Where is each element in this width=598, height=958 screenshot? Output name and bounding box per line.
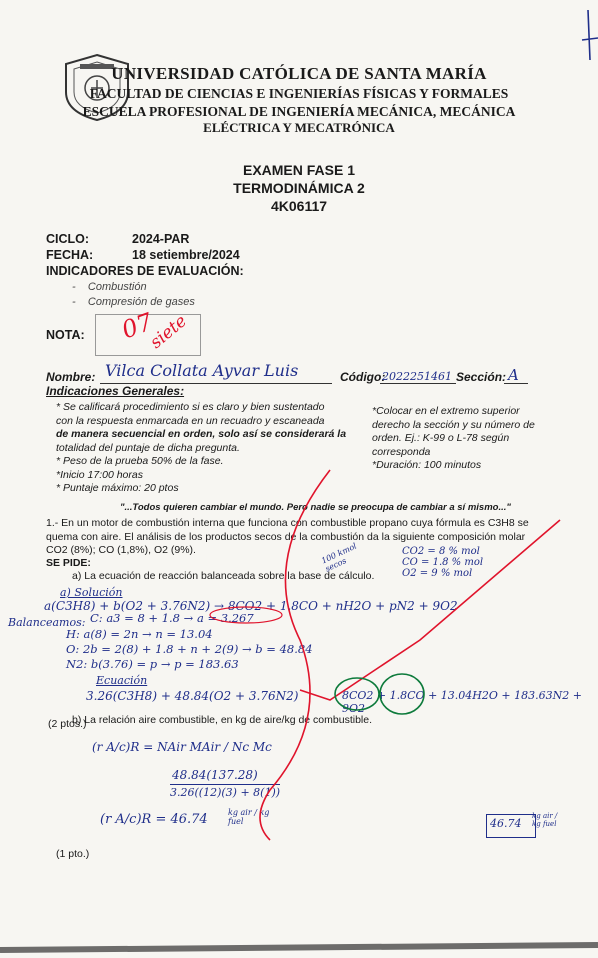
grading-check [300, 520, 560, 700]
course-title: TERMODINÁMICA 2 [233, 180, 365, 196]
final-equation-left: 3.26(C3H8) + 48.84(O2 + 3.76N2) [86, 689, 299, 703]
balance-c: C: a3 = 8 + 1.8 → a = 3.267 [90, 611, 254, 625]
seccion-label: Sección: [456, 370, 507, 384]
problem-statement: 1.- En un motor de combustión interna que funciona con combustible propano cuya fórmula es C3H8 se quema con aire. El análisis de los productos secos de la combustión da la siguiente composición molar CO2 (8%); CO (1,8%), O2 (9%). [46, 517, 529, 556]
final-equation-right: 8CO2 + 1.8CO + 13.04H2O + 183.63N2 + 9O2 [342, 689, 582, 715]
quote: "...Todos quieren cambiar el mundo. Pero nadie se preocupa de cambiar a sí mismo..." [120, 502, 511, 513]
solucion-label: a) Solución [60, 586, 123, 599]
ciclo-label: CICLO: [46, 232, 90, 246]
balance-o: O: 2b = 2(8) + 1.8 + n + 2(9) → b = 48.84 [66, 642, 313, 656]
fecha-label: FECHA: [46, 248, 94, 262]
exam-title: EXAMEN FASE 1 [242, 162, 356, 178]
answer-units: kg air / kg fuel [532, 812, 558, 828]
balance-n: N2: b(3.76) = p → p = 183.63 [66, 657, 239, 671]
nota-label: NOTA: [46, 328, 85, 342]
nombre-label: Nombre: [46, 370, 96, 384]
rac-denominator: 3.26((12)(3) + 8(1)) [170, 786, 281, 799]
balanceamos-label: Balanceamos: [8, 616, 86, 629]
seccion-value: A [508, 366, 519, 384]
part-a: a) La ecuación de reacción balanceada sobre la base de cálculo. [72, 570, 375, 582]
university-name: UNIVERSIDAD CATÓLICA DE SANTA MARÍA [111, 64, 487, 83]
rac-numerator: 48.84(137.28) [172, 768, 258, 782]
school-name: ESCUELA PROFESIONAL DE INGENIERÍA MECÁNICA, MECÁNICA [82, 104, 516, 119]
ciclo-value: 2024-PAR [132, 232, 190, 246]
indicator-item: - Compresión de gases [72, 296, 195, 308]
nota-hand: 07 [118, 307, 157, 345]
school-name-2: ELÉCTRICA Y MECATRÓNICA [203, 120, 395, 135]
base-note: 100 kmol secos [320, 541, 358, 574]
nombre-value: Vilca Collata Ayvar Luis [105, 361, 299, 380]
instructions-left: * Se calificará procedimiento si es claro y bien sustentado con la respuesta enmarcada en un recuadro y escaneada de manera secuencial en orden, solo así se considerará la totalidad del puntaje de dicha pregunta. * Peso de la prueba 50% de la fase. *Inicio 17:00 horas * Puntaje máximo: 20 ptos [56, 401, 347, 494]
instructions-right: *Colocar en el extremo superior derecho la sección y su número de orden. Ej.: K-99 o L-78 según corresponda *Duración: 100 minutos [372, 405, 535, 471]
codigo-value: 2022251461 [382, 370, 452, 383]
composition-notes: CO2 = 8 % mol CO = 1.8 % mol O2 = 9 % mol [402, 546, 484, 579]
nota-word: siete [146, 311, 191, 353]
circle-1-8co [380, 674, 424, 714]
indicator-item: - Combustión [72, 281, 147, 293]
rac-formula: (r A/c)R = NAir MAir / Nc Mc [92, 740, 272, 754]
rac-result: (r A/c)R = 46.74 [100, 812, 208, 827]
se-pide: SE PIDE: [46, 557, 91, 569]
fecha-value: 18 setiembre/2024 [132, 248, 240, 262]
circle-a-value [210, 607, 282, 623]
instructions-title: Indicaciones Generales: [46, 384, 185, 398]
codigo-label: Código: [340, 370, 386, 384]
grading-corner-mark [582, 10, 598, 60]
part-a-points: (2 ptos.) [48, 718, 87, 730]
rac-units: kg air / kg fuel [228, 808, 270, 826]
answer-value: 46.74 [490, 817, 522, 830]
general-equation: a(C3H8) + b(O2 + 3.76N2) → 8CO2 + 1.8CO + nH2O + pN2 + 9O2 [44, 599, 458, 613]
course-code: 4K06117 [270, 198, 328, 214]
part-b: b) La relación aire combustible, en kg de aire/kg de combustible. [72, 714, 372, 726]
balance-h: H: a(8) = 2n → n = 13.04 [66, 627, 213, 641]
indicadores-label: INDICADORES DE EVALUACIÓN: [46, 264, 244, 278]
faculty-name: FACULTAD DE CIENCIAS E INGENIERÍAS FÍSICAS Y FORMALES [89, 86, 509, 101]
grading-curve [260, 470, 330, 840]
bottom-scan-shadow [0, 945, 598, 950]
part-b-points: (1 pto.) [56, 848, 90, 860]
ecuacion-label: Ecuación [96, 674, 148, 687]
